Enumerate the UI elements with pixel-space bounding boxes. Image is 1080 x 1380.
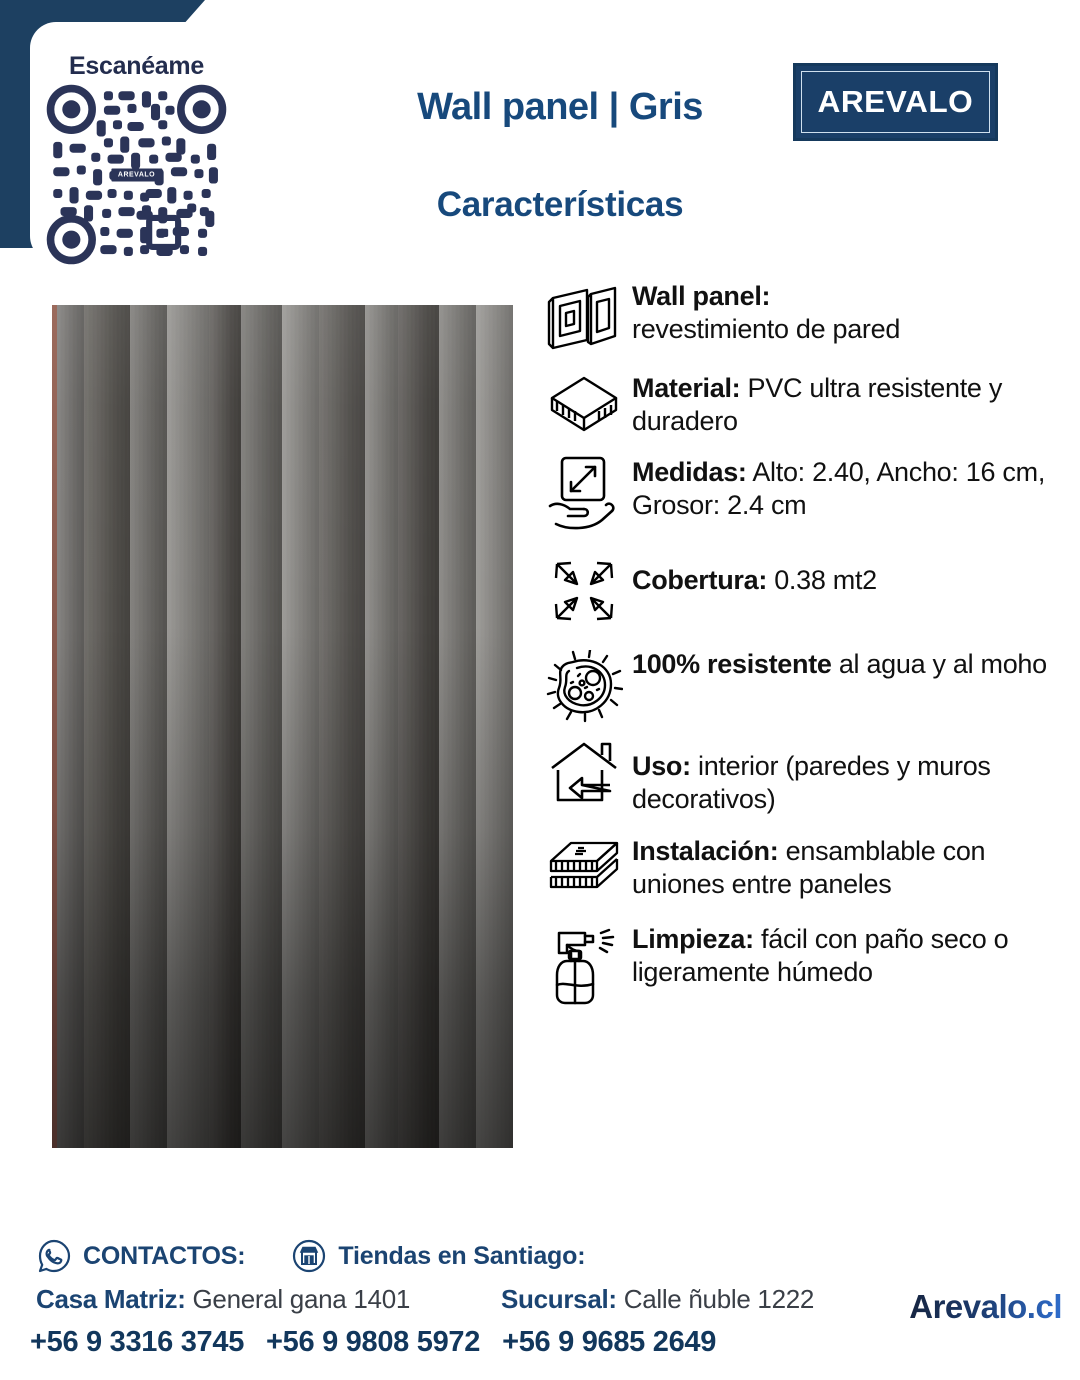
phone-number-1[interactable]: +56 9 3316 3745 [30,1326,245,1358]
feature-material-label: Material: [632,373,741,403]
measure-hand-icon [536,450,632,532]
footer-headings [36,1238,585,1274]
phone-number-2[interactable]: +56 9 9808 5972 [266,1326,481,1358]
qr-code-icon[interactable] [46,84,227,265]
scan-me-label: Escanéame [69,52,204,80]
expand-arrows-icon [536,550,632,628]
footer [0,1230,1080,1380]
website-url[interactable]: Arevalo.cl [909,1288,1062,1325]
page-subtitle: Características [436,185,684,224]
product-slat [167,305,208,1148]
store-icon [291,1238,327,1274]
stores-heading [291,1238,585,1274]
features-list [536,278,1076,1021]
qr-badge [0,0,300,280]
feature-cobertura-text [632,550,877,597]
material-layers-icon [536,370,632,440]
feature-medidas-text [632,450,1076,523]
feature-material [536,370,1076,440]
feature-wall-panel-value: revestimiento de pared [632,314,901,345]
feature-instalacion-value: ensamblable con uniones entre paneles [632,835,986,900]
feature-uso-value: interior (paredes y muros decorativos) [632,751,991,815]
product-slat [476,305,513,1148]
page-title: Wall panel | Gris [417,86,703,128]
feature-instalacion-text [632,833,1076,902]
product-slat [241,305,282,1148]
footer-phone-numbers [30,1326,716,1359]
qr-card [30,22,243,262]
feature-uso-text [632,736,1076,817]
product-slat [439,305,476,1148]
product-slat [282,305,319,1148]
address-casa-matriz [36,1284,410,1315]
contacts-label: CONTACTOS: [83,1241,246,1270]
feature-limpieza [536,921,1076,1007]
product-slat [209,305,241,1148]
casa-matriz-value: General gana 1401 [185,1284,411,1314]
product-slats [52,305,513,1148]
feature-wall-panel-label: Wall panel: [632,281,771,311]
brand-logo-text: AREVALO [817,84,974,119]
feature-instalacion [536,833,1076,907]
feature-resistente-value: al agua y al moho [831,649,1047,679]
product-slat [84,305,130,1148]
feature-material-text [632,370,1076,439]
bacteria-icon [536,646,632,724]
product-photo-left-edge [52,305,57,1148]
spray-bottle-icon [536,921,632,1007]
feature-limpieza-value: fácil con paño seco o ligeramente húmedo [632,923,1009,988]
feature-cobertura-value: 0.38 mt2 [767,565,877,595]
feature-medidas-label: Medidas: [632,457,747,487]
phone-number-3[interactable]: +56 9 9685 2649 [502,1326,717,1358]
brand-logo [793,63,998,141]
feature-resistente [536,646,1076,724]
feature-wall-panel-text [632,278,900,347]
feature-resistente-label: 100% resistente [632,649,832,679]
product-slat [319,305,365,1148]
feature-instalacion-label: Instalación: [632,835,779,866]
contacts-heading [36,1238,245,1274]
brand-logo-inner-border [801,71,990,133]
sucursal-label: Sucursal: [501,1284,617,1314]
feature-material-value: PVC ultra resistente y duradero [632,373,1003,437]
house-arrow-icon [536,736,632,806]
sucursal-value: Calle ñuble 1222 [616,1284,815,1314]
address-sucursal [501,1284,814,1315]
feature-cobertura-label: Cobertura: [632,565,768,595]
product-slat [365,305,397,1148]
feature-limpieza-label: Limpieza: [632,923,754,954]
product-slat [398,305,439,1148]
feature-medidas [536,450,1076,532]
feature-medidas-value: Alto: 2.40, Ancho: 16 cm, Grosor: 2.4 cm [632,457,1046,521]
wall-panel-icon [536,278,632,354]
whatsapp-icon[interactable] [36,1238,72,1274]
stores-label: Tiendas en Santiago: [338,1241,586,1270]
feature-uso [536,736,1076,817]
feature-cobertura [536,550,1076,628]
qr-center-brand-label: AREVALO [111,168,162,181]
casa-matriz-label: Casa Matriz: [36,1284,186,1314]
feature-wall-panel [536,278,1076,354]
feature-uso-label: Uso: [632,751,691,781]
stacked-panels-icon [536,833,632,907]
feature-limpieza-text [632,921,1076,990]
product-photo [52,305,513,1148]
feature-resistente-text [632,646,1047,681]
product-slat [130,305,167,1148]
